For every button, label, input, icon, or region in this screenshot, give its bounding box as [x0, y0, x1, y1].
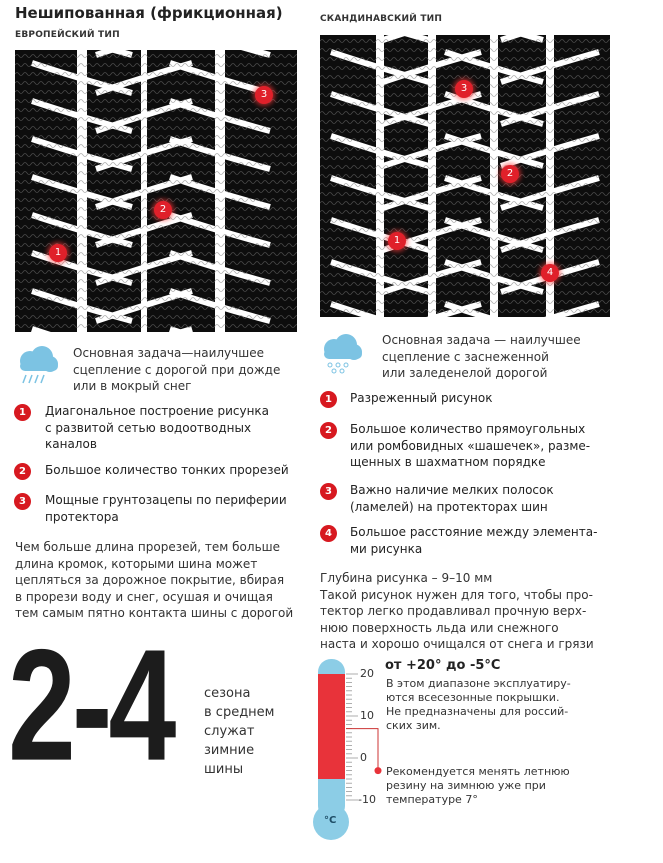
text-line: ются всесезонные покрышки. — [386, 691, 560, 704]
left-paragraph — [15, 539, 293, 622]
text-line: ских зим. — [386, 719, 441, 732]
text-line: Большое количество тонких прорезей — [45, 463, 289, 477]
range-text — [386, 677, 571, 733]
text-line: зимние — [204, 743, 255, 758]
text-line: Большое расстояние между элемента- — [350, 525, 598, 539]
thermometer-icon — [310, 655, 385, 850]
text-line: Глубина рисунка – 9–10 мм — [320, 571, 493, 585]
tick-label: -10 — [358, 793, 376, 806]
right-intro — [382, 332, 581, 382]
number-badge: 3 — [320, 483, 337, 500]
tick-label: 10 — [360, 709, 374, 722]
text-line: или заледенелой дорогой — [382, 366, 548, 380]
left-title: Нешипованная (фрикционная) — [15, 4, 283, 22]
number-badge: 1 — [14, 404, 31, 421]
range-title: от +20° до -5°С — [385, 658, 501, 673]
text-line: протектора — [45, 509, 119, 524]
text-line: В этом диапазоне эксплуатиру- — [386, 677, 571, 690]
text-line: Большое количество прямоугольных — [350, 422, 586, 436]
text-line: Такой рисунок нужен для того, чтобы про- — [320, 587, 593, 602]
text-line: или в мокрый снег — [73, 379, 192, 393]
left-feature-3 — [45, 492, 287, 525]
tread-marker-1: 1 — [49, 244, 67, 262]
text-line: тем самым пятно контакта шины с дорогой — [15, 606, 294, 620]
text-line: (ламелей) на протекторах шин — [350, 499, 548, 514]
text-line: Диагональное построение рисунка — [45, 404, 270, 418]
text-line: каналов — [45, 437, 97, 451]
text-line: цепляться за дорожное покрытие, вбирая — [15, 573, 285, 587]
text-line: Рекомендуется менять летнюю — [386, 765, 570, 778]
text-line: в среднем — [204, 705, 275, 720]
left-feature-1 — [45, 403, 269, 453]
text-line: Не предназначены для россий- — [386, 705, 569, 718]
number-badge: 1 — [320, 391, 337, 408]
tread-marker-2: 2 — [501, 165, 519, 183]
number-badge: 3 — [14, 493, 31, 510]
right-feature-1 — [350, 390, 493, 407]
tread-marker-3: 3 — [455, 80, 473, 98]
text-line: Основная задача — наилучшее — [382, 333, 581, 347]
rain-cloud-icon — [14, 345, 60, 387]
right-feature-2 — [350, 421, 590, 471]
snow-cloud-icon — [318, 333, 364, 375]
text-line: щенных в шахматном порядке — [350, 455, 546, 469]
text-line: резину на зимнюю уже при — [386, 779, 546, 792]
left-feature-2 — [45, 462, 289, 479]
text-line: служат — [204, 724, 255, 739]
right-feature-4 — [350, 524, 597, 557]
tick-label: 20 — [360, 667, 374, 680]
right-paragraph — [320, 570, 594, 653]
right-feature-3 — [350, 482, 554, 515]
seasons-number: 2-4 — [8, 616, 173, 794]
text-line: наста и хорошо очищался от снега и грязи — [320, 637, 594, 651]
text-line: сезона — [204, 686, 251, 701]
text-line: или ромбовидных «шашечек», разме- — [350, 438, 591, 453]
seasons-caption — [204, 684, 274, 779]
number-badge: 2 — [14, 463, 31, 480]
text-line: Основная задача—наилучшее — [73, 346, 264, 360]
text-line: сцепление с дорогой при дожде — [73, 362, 281, 377]
text-line: длина кромок, которыми шина может — [15, 556, 258, 571]
recommendation-note — [386, 765, 570, 807]
tick-label: 0 — [360, 751, 367, 764]
text-line: шины — [204, 762, 244, 777]
text-line: сцепление с заснеженной — [382, 349, 549, 364]
text-line: Важно наличие мелких полосок — [350, 483, 554, 497]
tread-marker-1: 1 — [388, 232, 406, 250]
text-line: Чем больше длина прорезей, тем больше — [15, 540, 281, 554]
number-badge: 2 — [320, 422, 337, 439]
scandinavian-tread-image — [320, 35, 610, 317]
celsius-label: °C — [324, 815, 337, 826]
tread-marker-4: 4 — [541, 264, 559, 282]
left-subtitle: ЕВРОПЕЙСКИЙ ТИП — [15, 30, 120, 40]
text-line: в прорези воду и снег, осушая и очищая — [15, 589, 273, 604]
text-line: нюю поверхность льда или снежного — [320, 620, 559, 635]
number-badge: 4 — [320, 525, 337, 542]
text-line: Разреженный рисунок — [350, 391, 493, 405]
text-line: Мощные грунтозацепы по периферии — [45, 493, 287, 507]
left-intro — [73, 345, 280, 395]
tread-marker-2: 2 — [154, 201, 172, 219]
text-line: температуре 7° — [386, 793, 478, 806]
text-line: тектор легко продавливал прочную верх- — [320, 604, 587, 618]
text-line: ми рисунка — [350, 541, 423, 556]
right-subtitle: СКАНДИНАВСКИЙ ТИП — [320, 14, 443, 24]
tread-marker-3: 3 — [255, 86, 273, 104]
text-line: с развитой сетью водоотводных — [45, 420, 252, 435]
